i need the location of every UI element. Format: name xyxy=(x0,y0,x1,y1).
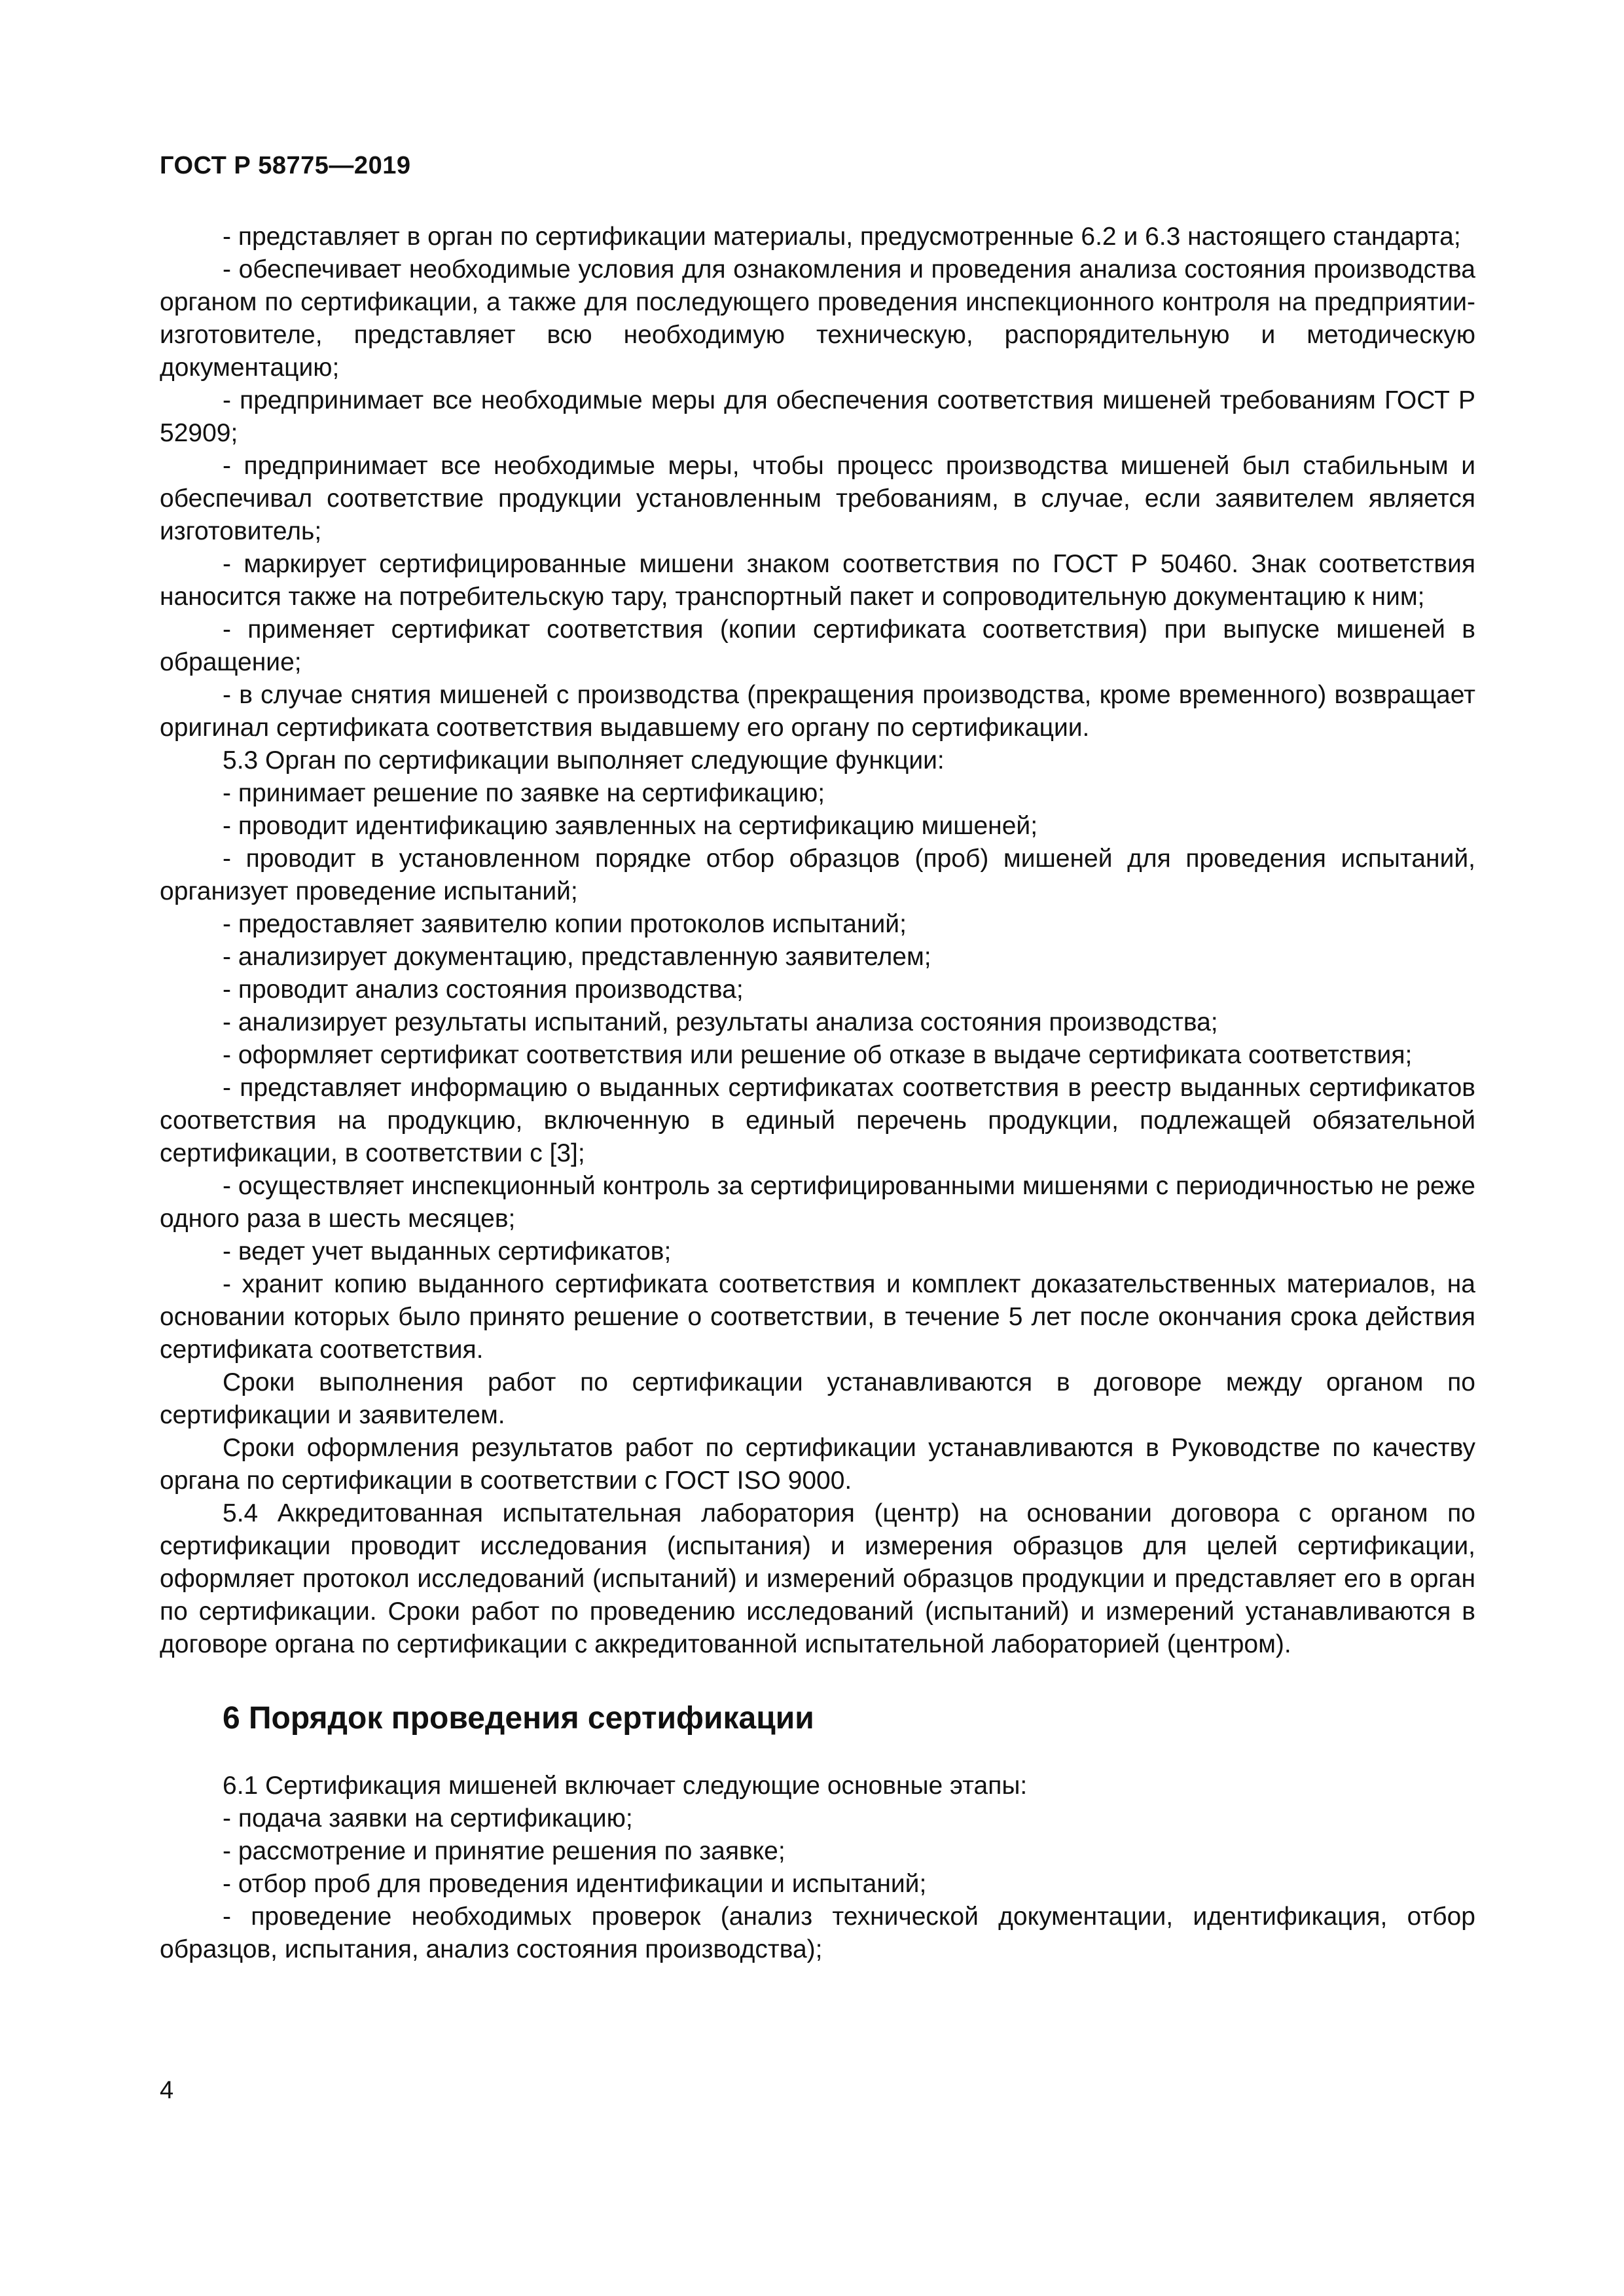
paragraph: - применяет сертификат соответствия (копии сертификата соответствия) при выпуске мишеней в обращение; xyxy=(160,615,1475,676)
page-number: 4 xyxy=(160,2077,174,2104)
paragraph: - проводит в установленном порядке отбор образцов (проб) мишеней для проведения испытаний, организует проведение испытаний; xyxy=(160,845,1475,905)
paragraph: - рассмотрение и принятие решения по заявке; xyxy=(223,1837,785,1865)
paragraph: - обеспечивает необходимые условия для ознакомления и проведения анализа состояния производства органом по сертификации, а также для последующего проведения инспекционного контроля на предприятии-изготовителе, представляет всю необходимую техническую, распорядительную и методическую документацию; xyxy=(160,255,1475,382)
paragraph: - предоставляет заявителю копии протоколов испытаний; xyxy=(223,910,907,938)
paragraph: - анализирует результаты испытаний, результаты анализа состояния производства; xyxy=(223,1008,1218,1036)
paragraph: 6.1 Сертификация мишеней включает следующие основные этапы: xyxy=(223,1772,1028,1800)
paragraph: - отбор проб для проведения идентификации и испытаний; xyxy=(223,1870,927,1898)
paragraph: - принимает решение по заявке на сертификацию; xyxy=(223,779,825,807)
paragraph: - предпринимает все необходимые меры, чтобы процесс производства мишеней был стабильным и обеспечивал соответствие продукции установленным требованиям, в случае, если заявителем является изготовитель; xyxy=(160,452,1475,545)
document-header-code: ГОСТ Р 58775—2019 xyxy=(160,152,411,179)
paragraph: - проводит идентификацию заявленных на сертификацию мишеней; xyxy=(223,812,1038,840)
paragraph: - проведение необходимых проверок (анализ технической документации, идентификация, отбор образцов, испытания, анализ состояния производства); xyxy=(160,1903,1475,1963)
paragraph: - анализирует документацию, представленную заявителем; xyxy=(223,943,931,971)
section-heading: 6 Порядок проведения сертификации xyxy=(223,1701,814,1736)
paragraph: - подача заявки на сертификацию; xyxy=(223,1804,633,1832)
paragraph: - представляет в орган по сертификации материалы, предусмотренные 6.2 и 6.3 настоящего стандарта; xyxy=(223,223,1461,251)
paragraph: - ведет учет выданных сертификатов; xyxy=(223,1237,672,1266)
paragraph: - оформляет сертификат соответствия или решение об отказе в выдаче сертификата соответствия; xyxy=(223,1041,1413,1069)
document-body xyxy=(160,221,1475,1966)
paragraph: - предпринимает все необходимые меры для обеспечения соответствия мишеней требованиям ГОСТ Р 52909; xyxy=(160,386,1475,447)
paragraph: Сроки выполнения работ по сертификации устанавливаются в договоре между органом по сертификации и заявителем. xyxy=(160,1368,1475,1429)
paragraph: Сроки оформления результатов работ по сертификации устанавливаются в Руководстве по качеству органа по сертификации в соответствии с ГОСТ ISO 9000. xyxy=(160,1434,1475,1495)
paragraph: - маркирует сертифицированные мишени знаком соответствия по ГОСТ Р 50460. Знак соответствия наносится также на потребительскую тару, транспортный пакет и сопроводительную документацию к ним; xyxy=(160,550,1475,611)
paragraph: - представляет информацию о выданных сертификатах соответствия в реестр выданных сертификатов соответствия на продукцию, включенную в единый перечень продукции, подлежащей обязательной сертификации, в соответствии с [3]; xyxy=(160,1074,1475,1167)
paragraph: 5.3 Орган по сертификации выполняет следующие функции: xyxy=(223,746,945,774)
paragraph: - в случае снятия мишеней с производства (прекращения производства, кроме временного) возвращает оригинал сертификата соответствия выдавшему его органу по сертификации. xyxy=(160,681,1475,742)
paragraph: - проводит анализ состояния производства; xyxy=(223,975,744,1004)
paragraph: - осуществляет инспекционный контроль за сертифицированными мишенями с периодичностью не реже одного раза в шесть месяцев; xyxy=(160,1172,1475,1233)
paragraph: 5.4 Аккредитованная испытательная лаборатория (центр) на основании договора с органом по сертификации проводит исследования (испытания) и измерения образцов для целей сертификации, оформляет протокол исследований (испытаний) и измерений образцов продукции и представляет его в орган по сертификации. Сроки работ по проведению исследований (испытаний) и измерений устанавливаются в договоре органа по сертификации с аккредитованной испытательной лабораторией (центром). xyxy=(160,1499,1475,1658)
paragraph: - хранит копию выданного сертификата соответствия и комплект доказательственных материалов, на основании которых было принято решение о соответствии, в течение 5 лет после окончания срока действия сертификата соответствия. xyxy=(160,1270,1475,1364)
